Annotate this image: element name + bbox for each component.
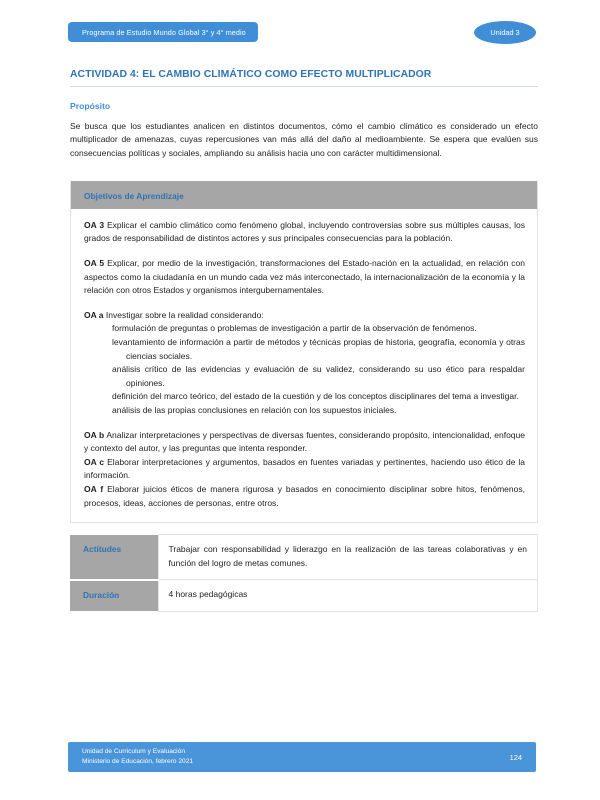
title-divider [70,86,538,87]
objective-oa5 [84,257,525,298]
table-row-label: Duración [70,580,158,612]
footer-line-ministry: Ministerio de Educación, febrero 2021 [82,758,194,765]
objective-oa5-text: Explicar, por medio de la investigación, transformaciones del Estado-nación en la actualidad, en relación con aspectos como la ciudadanía en un mundo cada vez más interconectado, la internacionalización de la economía y la relación con otros Estados y organismos intergubernamentales. [84,258,526,296]
objective-oac-text: Elaborar interpretaciones y argumentos, basados en fuentes variadas y pertinentes, haciendo uso ético de la información. [84,456,526,481]
list-item: levantamiento de información a partir de métodos y técnicas propias de historia, geografía, economía y otras ciencias sociales. [112,336,525,361]
table-row [70,535,538,580]
unit-badge-label: Unidad 3 [490,28,520,37]
list-item: análisis crítico de las evidencias y evaluación de su validez, considerando su uso ético para respaldar opiniones. [112,364,525,388]
table-row [70,580,538,612]
learning-objectives-body [71,209,537,522]
learning-objectives-header [71,181,537,209]
objective-oab-text: Analizar interpretaciones y perspectivas de diversas fuentes, considerando propósito, intencionalidad, enfoque y contexto del autor, y las preguntas que intenta responder. [84,429,525,454]
objective-oaa [84,309,525,323]
objective-oa3-tag: OA 3 [84,219,105,230]
list-item: definición del marco teórico, del estado de la cuestión y de los conceptos disciplinares del tema a investigar. [112,391,519,402]
objective-oac-tag: OA c [84,456,105,467]
objective-oab-tag: OA b [84,429,105,440]
objectives-bcf-group [84,429,525,511]
program-tab-label: Programa de Estudio Mundo Global 3° y 4° medio [82,27,246,37]
page-number: 124 [509,752,522,762]
objective-oaf-tag: OA f [84,483,104,494]
table-row-label: Actitudes [70,535,158,580]
list-item: análisis de las propias conclusiones en relación con los supuestos iniciales. [112,404,397,415]
objective-oac [84,456,525,483]
objective-oa5-tag: OA 5 [84,258,105,268]
learning-objectives-header-label: Objetivos de Aprendizaje [84,190,184,201]
purpose-paragraph: Se busca que los estudiantes analicen en distintos documentos, cómo el cambio climático es considerado un efecto multiplicador de amenazas, cuyas repercusiones van más allá del daño al medioambiente. Se espera que evalúen sus consecuencias políticas y sociales, ampliando su análisis hacia uno con carácter multidimensional. [70,120,538,159]
document-content [70,68,538,612]
unit-badge [474,21,536,44]
page-header [0,0,600,62]
objective-oaa-tag: OA a [84,309,104,320]
program-tab [68,22,258,42]
objective-oaa-text: Investigar sobre la realidad considerando: [103,309,264,320]
objective-oa3-text: Explicar el cambio climático como fenómeno global, incluyendo controversias sobre sus múltiples causas, los grados de responsabilidad de distintos actores y sus principales consecuencias para la población. [84,219,525,244]
table-row-value: 4 horas pedagógicas [158,580,538,612]
objective-oaf-text: Elaborar juicios éticos de manera rigurosa y basados en conocimiento disciplinar sobre hitos, fenómenos, procesos, ideas, acciones de personas, entre otros. [84,483,525,508]
footer-text [82,748,193,766]
objective-oa3 [84,219,525,246]
table-row-value: Trabajar con responsabilidad y liderazgo en la realización de las tareas colaborativas y en función del logro de metas comunes. [158,535,538,580]
footer-line-unit: Unidad de Curriculum y Evaluación [82,747,185,755]
page-title: ACTIVIDAD 4: EL CAMBIO CLIMÁTICO COMO EFECTO MULTIPLICADOR [70,69,432,80]
list-item: formulación de preguntas o problemas de investigación a partir de la observación de fenómenos. [112,323,477,334]
objective-oaf [84,483,525,510]
learning-objectives-box [70,181,538,523]
objective-oaa-sublist [84,322,525,417]
activity-info-table [70,534,538,612]
objective-oab [84,429,525,456]
purpose-heading: Propósito [70,100,111,111]
page-footer [68,742,536,772]
